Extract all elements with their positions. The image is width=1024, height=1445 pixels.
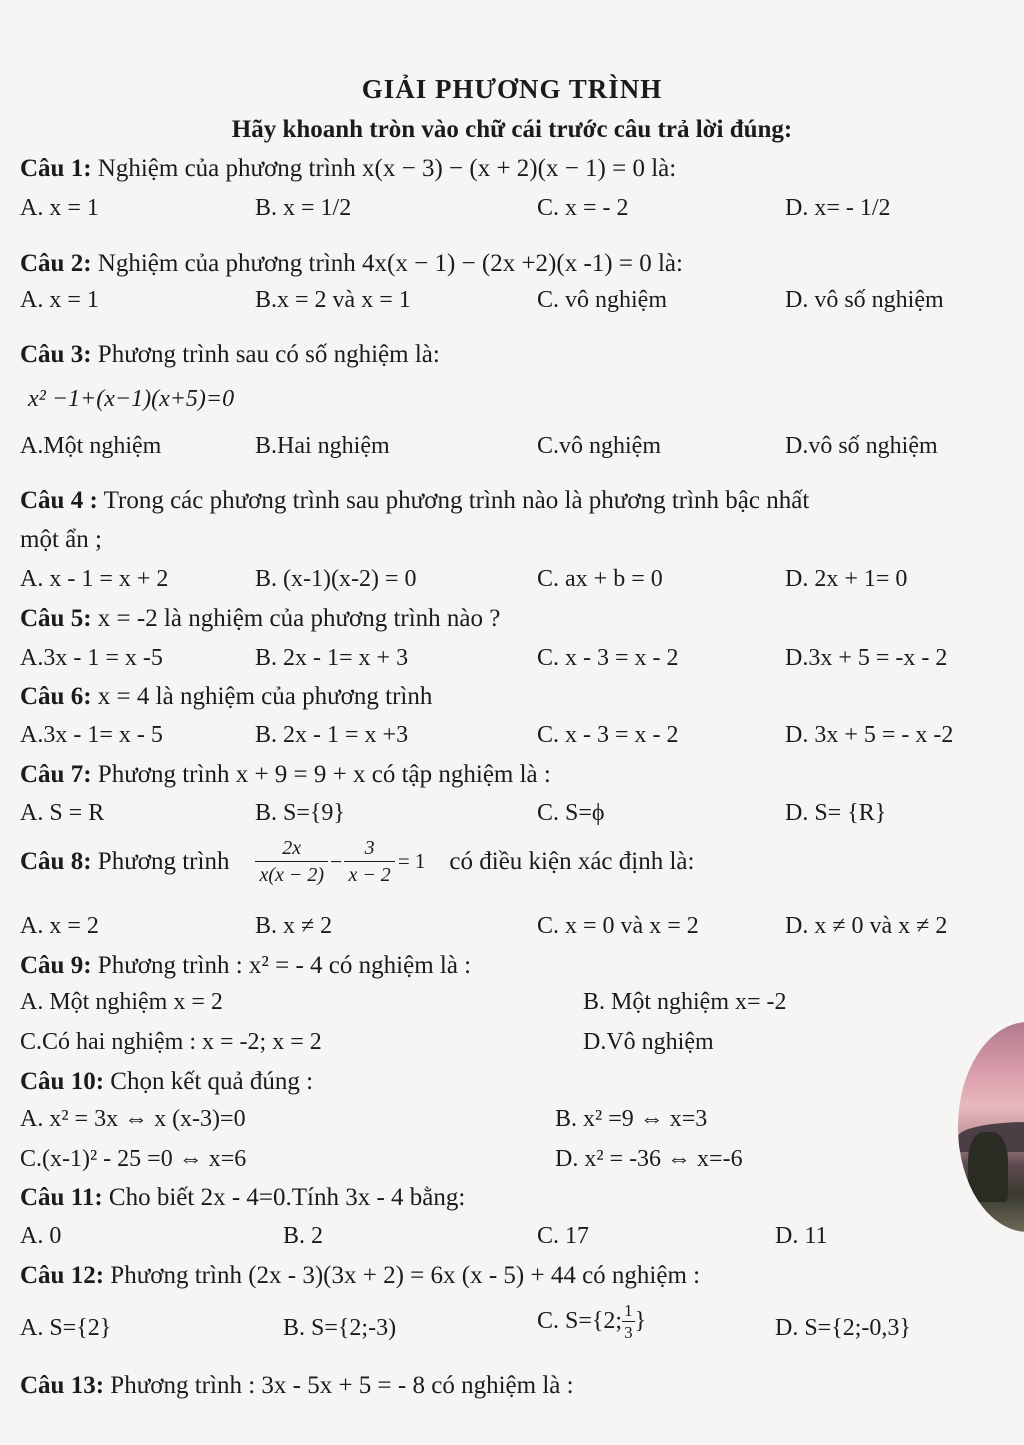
- option-text-end: }: [634, 1308, 647, 1334]
- numerator: 1: [624, 1301, 633, 1320]
- question-5: [20, 605, 500, 633]
- question-10: [20, 1068, 313, 1096]
- option-a[interactable]: A. S = R: [20, 800, 105, 826]
- option-d[interactable]: D. S= {R}: [785, 800, 887, 826]
- option-b[interactable]: B. Một nghiệm x= -2: [583, 989, 787, 1015]
- question-text: Phương trình (2x - 3)(3x + 2) = 6x (x - 5) + 44 có nghiệm :: [110, 1262, 701, 1289]
- numerator: 3: [344, 838, 394, 862]
- question-label: Câu 1:: [20, 155, 92, 182]
- option-a[interactable]: A. x - 1 = x + 2: [20, 566, 169, 592]
- page-title: GIẢI PHƯƠNG TRÌNH: [361, 74, 663, 104]
- question-3: [20, 341, 440, 369]
- question-text-continued: một ẩn ;: [20, 526, 102, 553]
- question-9: [20, 952, 471, 980]
- option-c[interactable]: C.(x-1)² - 25 =0 ⇔ x=6: [20, 1146, 247, 1172]
- minus-sign: −: [330, 848, 343, 874]
- option-b[interactable]: B. x = 1/2: [255, 195, 352, 221]
- option-a[interactable]: A. 0: [20, 1223, 62, 1249]
- question-2: [20, 250, 683, 278]
- question-4: [20, 487, 809, 515]
- question-label: Câu 11:: [20, 1184, 103, 1211]
- question-text: Phương trình : x² = - 4 có nghiệm là :: [97, 952, 472, 979]
- question-label: Câu 10:: [20, 1068, 105, 1095]
- option-c[interactable]: C. S=ϕ: [537, 800, 605, 826]
- option-c[interactable]: C.Có hai nghiệm : x = -2; x = 2: [20, 1029, 322, 1055]
- fraction-2: [344, 838, 394, 885]
- option-c[interactable]: C. x = 0 và x = 2: [537, 913, 699, 939]
- question-label: Câu 6:: [20, 683, 92, 710]
- option-b[interactable]: B. (x-1)(x-2) = 0: [255, 566, 417, 592]
- denominator: x − 2: [348, 864, 391, 886]
- equals-one: = 1: [397, 849, 426, 873]
- option-c[interactable]: C. x - 3 = x - 2: [537, 722, 679, 748]
- question-label: Câu 12:: [20, 1262, 105, 1289]
- option-d[interactable]: D. x= - 1/2: [785, 195, 891, 221]
- option-a[interactable]: A. x = 1: [20, 195, 99, 221]
- option-c[interactable]: C. x = - 2: [537, 195, 629, 221]
- option-d[interactable]: D. x² = -36 ⇔ x=-6: [555, 1146, 743, 1172]
- question-text: Phương trình x + 9 = 9 + x có tập nghiệm là :: [97, 761, 551, 788]
- option-a[interactable]: A. S={2}: [20, 1315, 112, 1341]
- option-a[interactable]: A. x² = 3x ⇔ x (x-3)=0: [20, 1106, 246, 1132]
- option-b[interactable]: B. x ≠ 2: [255, 913, 333, 939]
- question-label: Câu 8:: [20, 847, 92, 875]
- option-b[interactable]: B. 2: [283, 1223, 324, 1249]
- option-d[interactable]: D.3x + 5 = -x - 2: [785, 645, 948, 671]
- option-a[interactable]: A.Một nghiệm: [20, 433, 162, 459]
- question-text: Nghiệm của phương trình 4x(x − 1) − (2x +2)(x -1) = 0 là:: [97, 250, 683, 277]
- option-a[interactable]: A.3x - 1 = x -5: [20, 645, 163, 671]
- option-c[interactable]: C. vô nghiệm: [537, 287, 667, 313]
- question-text: Phương trình: [97, 847, 230, 875]
- question-text: Phương trình sau có số nghiệm là:: [97, 341, 440, 368]
- option-c[interactable]: C. x - 3 = x - 2: [537, 645, 679, 671]
- option-d[interactable]: D. S={2;-0,3}: [775, 1315, 911, 1341]
- numerator: 2x: [255, 838, 328, 862]
- option-c[interactable]: [537, 1302, 646, 1341]
- question-1: [20, 155, 676, 183]
- question-text: Trong các phương trình sau phương trình nào là phương trình bậc nhất: [103, 487, 810, 514]
- question-text: Chọn kết quả đúng :: [110, 1068, 314, 1095]
- question-text: x = 4 là nghiệm của phương trình: [97, 683, 433, 710]
- option-text: C. S={2;: [537, 1308, 623, 1334]
- landscape-photo: [958, 1022, 1024, 1232]
- equation: x² −1+(x−1)(x+5)=0: [28, 386, 235, 412]
- option-a[interactable]: A. x = 1: [20, 287, 99, 313]
- question-6: [20, 683, 432, 711]
- option-d[interactable]: D. 3x + 5 = - x -2: [785, 722, 954, 748]
- question-text: Cho biết 2x - 4=0.Tính 3x - 4 bằng:: [108, 1184, 466, 1211]
- option-b[interactable]: B. x² =9 ⇔ x=3: [555, 1106, 708, 1132]
- option-b[interactable]: B. 2x - 1= x + 3: [255, 645, 409, 671]
- option-d[interactable]: D. vô số nghiệm: [785, 287, 944, 313]
- option-d[interactable]: D.vô số nghiệm: [785, 433, 938, 459]
- question-8: [20, 838, 694, 885]
- question-label: Câu 7:: [20, 761, 92, 788]
- fraction-1: [255, 838, 328, 885]
- instruction: Hãy khoanh tròn vào chữ cái trước câu trả lời đúng:: [231, 116, 793, 143]
- denominator: 3: [624, 1323, 633, 1342]
- option-c[interactable]: C. 17: [537, 1223, 590, 1249]
- option-a[interactable]: A. Một nghiệm x = 2: [20, 989, 223, 1015]
- question-label: Câu 13:: [20, 1372, 105, 1399]
- option-b[interactable]: B. S={9}: [255, 800, 345, 826]
- question-label: Câu 2:: [20, 250, 92, 277]
- option-b[interactable]: B.Hai nghiệm: [255, 433, 390, 459]
- question-label: Câu 3:: [20, 341, 92, 368]
- question-7: [20, 761, 551, 789]
- option-d[interactable]: D. 2x + 1= 0: [785, 566, 908, 592]
- option-a[interactable]: A.3x - 1= x - 5: [20, 722, 163, 748]
- option-b[interactable]: B.x = 2 và x = 1: [255, 287, 411, 313]
- option-b[interactable]: B. 2x - 1 = x +3: [255, 722, 409, 748]
- question-text: Phương trình : 3x - 5x + 5 = - 8 có nghiệm là :: [110, 1372, 574, 1399]
- option-d[interactable]: D. x ≠ 0 và x ≠ 2: [785, 913, 948, 939]
- option-b[interactable]: B. S={2;-3): [283, 1315, 397, 1341]
- tree-shape: [968, 1132, 1008, 1202]
- question-text: x = -2 là nghiệm của phương trình nào ?: [97, 605, 501, 632]
- option-c[interactable]: C. ax + b = 0: [537, 566, 663, 592]
- question-text: Nghiệm của phương trình x(x − 3) − (x + 2)(x − 1) = 0 là:: [97, 155, 677, 182]
- question-label: Câu 5:: [20, 605, 92, 632]
- question-12: [20, 1262, 700, 1290]
- question-label: Câu 9:: [20, 952, 92, 979]
- fraction-one-third: [622, 1302, 635, 1341]
- option-c[interactable]: C.vô nghiệm: [537, 433, 661, 459]
- denominator: x(x − 2): [259, 864, 325, 886]
- question-label: Câu 4 :: [20, 487, 98, 514]
- question-11: [20, 1184, 465, 1212]
- option-d[interactable]: D. 11: [775, 1223, 828, 1249]
- option-a[interactable]: A. x = 2: [20, 913, 99, 939]
- question-13: [20, 1372, 574, 1400]
- option-d[interactable]: D.Vô nghiệm: [583, 1029, 714, 1055]
- question-text-after: có điều kiện xác định là:: [449, 847, 695, 875]
